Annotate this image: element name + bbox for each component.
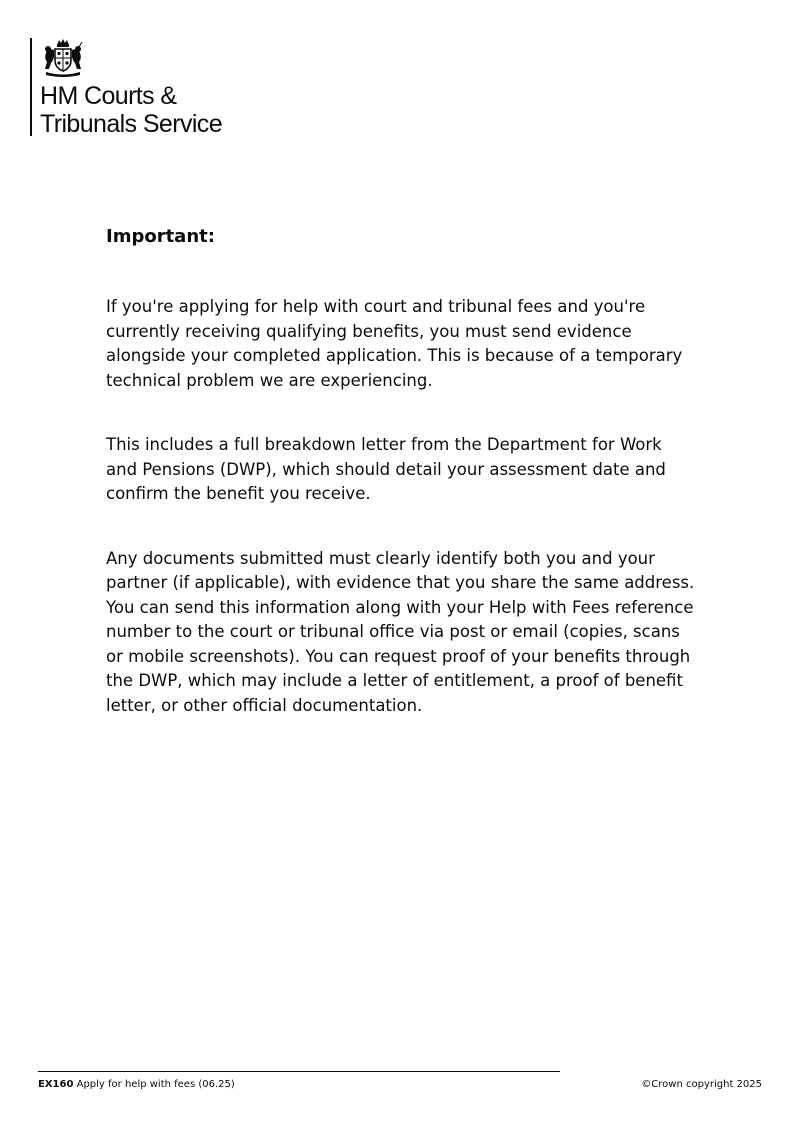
copyright-notice: ©Crown copyright 2025 [641,1079,762,1090]
footer-divider [38,1071,560,1072]
notice-content [106,226,696,758]
notice-paragraph-1: If you're applying for help with court and tribunal fees and you're currently receiving qualifying benefits, you must send evidence alongside your completed application. This is because of a temporary technical problem we are experiencing. [106,297,683,390]
org-name-line-2: Tribunals Service [40,110,222,138]
form-title: Apply for help with fees (06.25) [76,1079,235,1090]
notice-heading: Important: [106,226,215,247]
royal-coat-of-arms-icon [40,38,86,78]
notice-paragraph-2: This includes a full breakdown letter from the Department for Work and Pensions (DWP), which should detail your assessment date and confirm the benefit you receive. [106,435,666,503]
footer-form-reference [38,1079,235,1090]
form-code: EX160 [38,1079,74,1090]
notice-paragraph-3: Any documents submitted must clearly identify both you and your partner (if applicable), with evidence that you share the same address. You can send this information along with your Help with Fees reference number to the court or tribunal office via post or email (copies, scans or mobile screenshots). You can request proof of your benefits through the DWP, which may include a letter of entitlement, a proof of benefit letter, or other official documentation. [106,548,695,715]
organisation-name [40,82,222,138]
hmcts-logo [30,38,222,136]
org-name-line-1: HM Courts & [40,82,177,110]
